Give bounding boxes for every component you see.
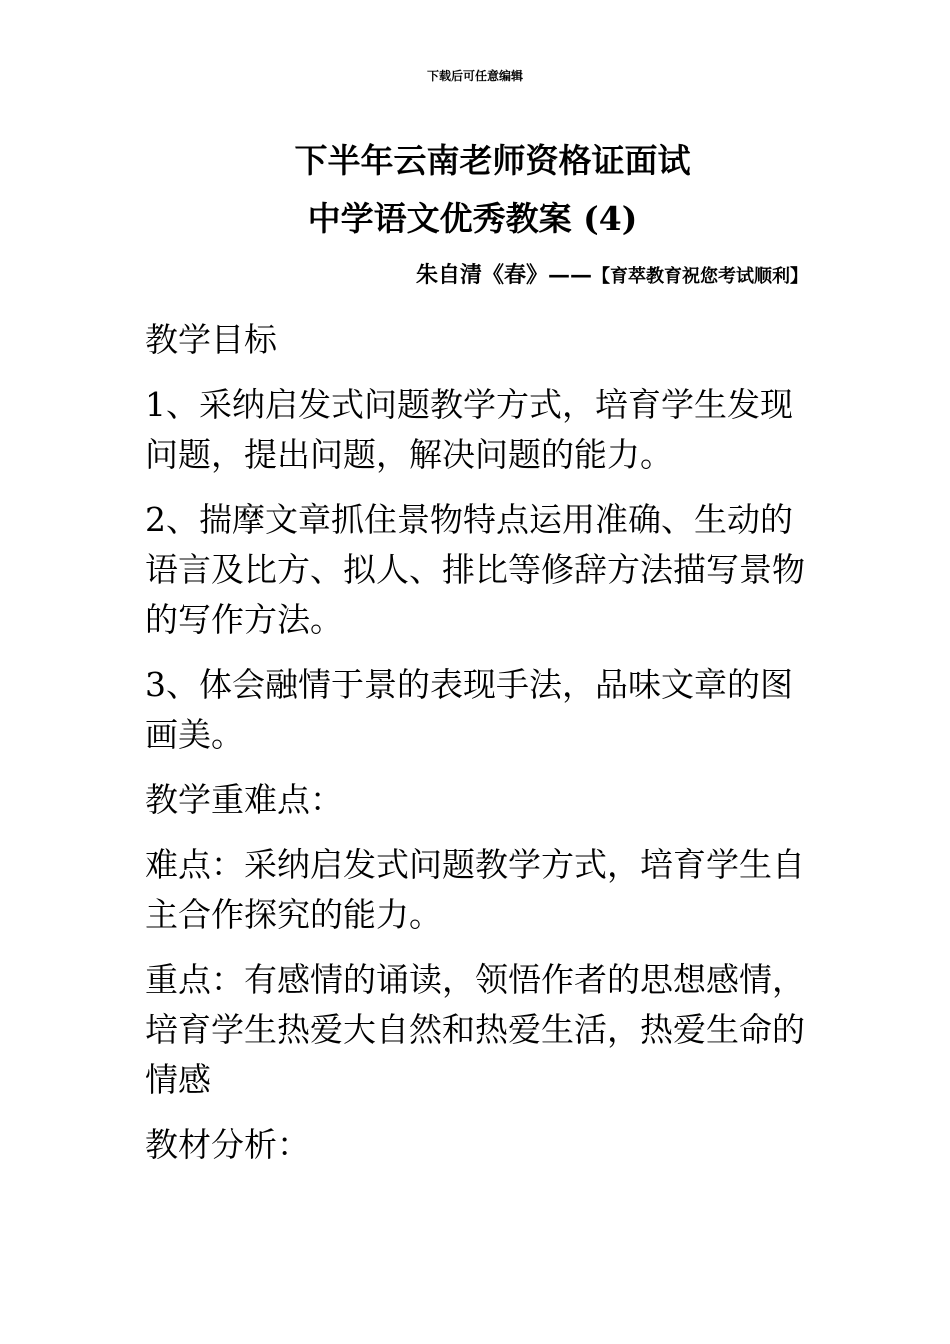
- objective-item-3: 3、体会融情于景的表现手法，品味文章的图画美。: [145, 665, 793, 754]
- key-point-paragraph: 重点：有感情的诵读，领悟作者的思想感情，培育学生热爱大自然和热爱生活，热爱生命的情感: [145, 960, 805, 1099]
- lesson-name: 朱自清《春》——: [415, 262, 592, 288]
- page-title: 下半年云南老师资格证面试: [294, 141, 691, 180]
- section-heading-material-analysis: 教材分析：: [145, 1125, 310, 1164]
- objective-item-2: 2、揣摩文章抓住景物特点运用准确、生动的语言及比方、拟人、排比等修辞方法描写景物的写作方法。: [145, 500, 805, 639]
- header-note: 下载后可任意编辑: [426, 69, 523, 83]
- page-subtitle: 中学语文优秀教案 (4): [307, 199, 638, 238]
- difficulty-paragraph: 难点：采纳启发式问题教学方式，培育学生自主合作探究的能力。: [145, 845, 805, 934]
- section-heading-key-points: 教学重难点：: [145, 780, 343, 819]
- section-heading-objectives: 教学目标: [145, 320, 277, 359]
- lesson-tag: 【育萃教育祝您考试顺利】: [592, 266, 808, 287]
- lesson-subtitle: [416, 260, 808, 292]
- objective-item-1: 1、采纳启发式问题教学方式，培育学生发现问题，提出问题，解决问题的能力。: [145, 385, 793, 474]
- document-body: [145, 315, 813, 1185]
